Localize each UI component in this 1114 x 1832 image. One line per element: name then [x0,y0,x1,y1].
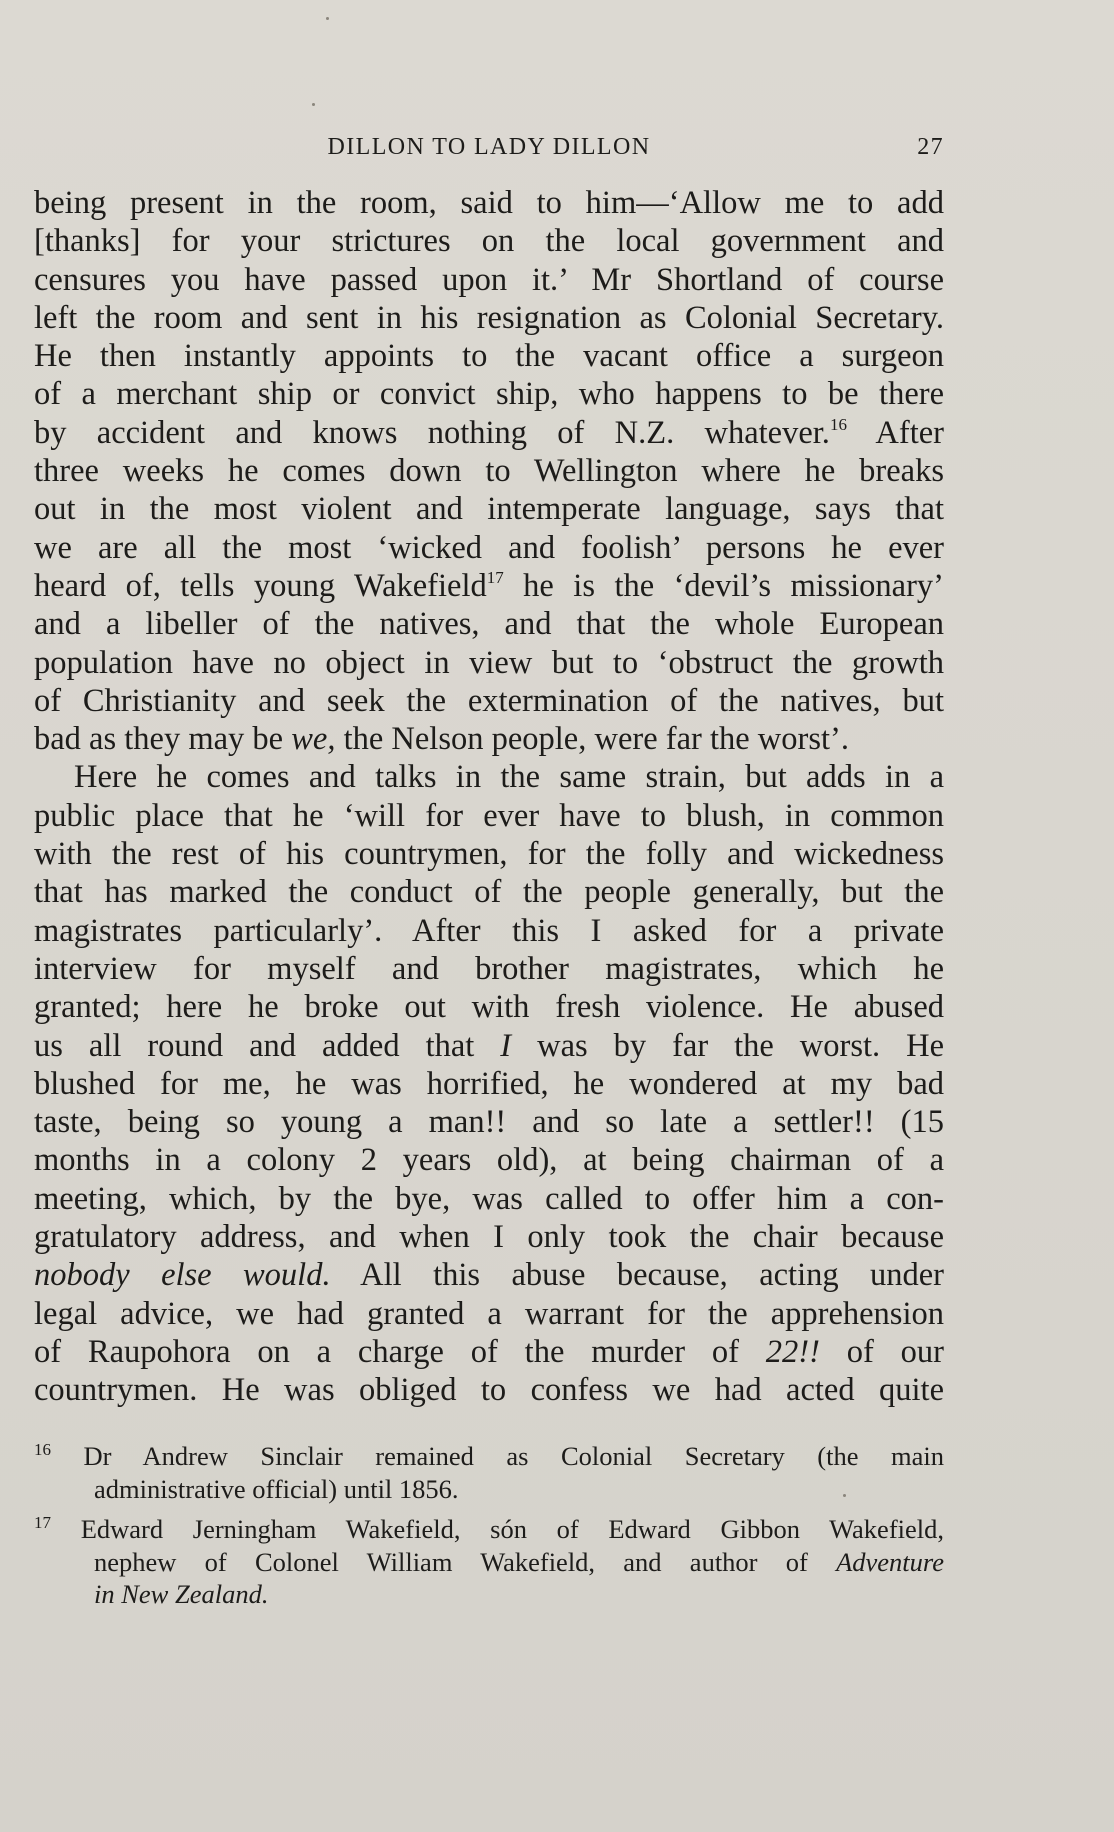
text-run: meeting, which, by the bye, was called to offer him a con- [34,1180,944,1217]
text-line [34,261,944,299]
text-run: public place that he ‘will for ever have to blush, in common [34,797,944,834]
text-run: of a merchant ship or convict ship, who happens to be there [34,376,944,413]
text-line [34,644,944,682]
text-run: Here he comes and talks in the same strain, but adds in a [74,759,944,796]
text-line [34,1027,944,1065]
text-line [34,912,944,950]
italic-text: nobody else would. [34,1257,331,1294]
page-speck [843,1494,846,1497]
text-line [34,1256,944,1294]
text-line [34,682,944,720]
text-run: legal advice, we had granted a warrant for the apprehension [34,1295,944,1332]
footnote-ref: 17 [486,567,504,587]
page-number: 27 [917,134,944,160]
text-line [34,797,944,835]
italic-text: in New Zealand. [94,1579,269,1609]
footnote-16 [34,1440,944,1505]
text-run: interview for myself and brother magistrates, which he [34,950,944,987]
text-line [34,1371,944,1409]
text-run: and a libeller of the natives, and that the whole European [34,606,944,643]
text-line [34,1218,944,1256]
text-line [34,1333,944,1371]
text-run: out in the most violent and intemperate language, says that [34,491,944,528]
text-run: three weeks he comes down to Wellington where he breaks [34,453,944,490]
text-run: After [846,414,944,451]
text-line [34,184,944,222]
text-run: that has marked the conduct of the people generally, but the [34,874,944,911]
footnote-17 [34,1513,944,1611]
text-run: being present in the room, said to him—‘Allow me to add [34,185,944,221]
text-run: months in a colony 2 years old), at being chairman of a [34,1142,944,1179]
italic-text: 22!! [765,1333,820,1370]
text-run: [thanks] for your strictures on the local government and [34,223,944,260]
text-run: with the rest of his countrymen, for the folly and wickedness [34,836,944,873]
italic-text: we, [291,721,336,758]
text-line [34,452,944,490]
text-run: the Nelson people, were far the worst’. [335,721,849,758]
text-run: Edward Jerningham Wakefield, són of Edward Gibbon Wakefield, [80,1514,945,1544]
text-run: He then instantly appoints to the vacant office a surgeon [34,338,944,375]
text-line [34,1141,944,1179]
text-run: of our [819,1333,944,1370]
page-speck [326,17,329,20]
footnote-line [34,1578,944,1611]
text-run: blushed for me, he was horrified, he wondered at my bad [34,1065,944,1102]
text-run: gratulatory address, and when I only took the chair because [34,1219,944,1256]
text-run: us all round and added that [34,1027,501,1064]
text-run: population have no object in view but to ‘obstruct the growth [34,644,944,681]
footnote-line [34,1513,944,1546]
text-run: he is the ‘devil’s missionary’ [503,567,944,604]
footnote-number: 16 [34,1440,51,1459]
text-run: nephew of Colonel William Wakefield, and author of [94,1546,837,1577]
text-line [34,567,944,605]
italic-text: Adventure [836,1546,944,1577]
page-speck [312,103,315,106]
text-line [34,988,944,1026]
text-line [34,414,944,452]
text-line [34,758,944,796]
text-run: taste, being so young a man!! and so late a settler!! (15 [34,1104,944,1141]
footnote-line [34,1473,944,1506]
text-line [34,299,944,337]
text-run: was by far the worst. He [511,1027,945,1064]
text-line [34,375,944,413]
italic-text: I [500,1027,512,1064]
text-line [34,222,944,260]
body-text [34,184,944,1410]
text-line [34,950,944,988]
text-run: administrative official) until 1856. [94,1473,459,1504]
text-run: granted; here he broke out with fresh violence. He abused [34,989,944,1026]
footnote-ref: 16 [829,414,847,434]
text-line [34,337,944,375]
text-line [34,1103,944,1141]
footnotes [34,1440,944,1619]
text-run: Dr Andrew Sinclair remained as Colonial Secretary (the main [83,1441,944,1471]
footnote-number: 17 [34,1513,51,1532]
text-run: censures you have passed upon it.’ Mr Shortland of course [34,261,944,298]
running-head-title: DILLON TO LADY DILLON [327,134,651,160]
text-line [34,720,944,758]
text-line [34,835,944,873]
footnote-line [34,1440,944,1473]
text-run: magistrates particularly’. After this I asked for a private [34,912,944,949]
text-run: left the room and sent in his resignation as Colonial Secretary. [34,299,944,336]
text-line [34,1065,944,1103]
text-line [34,873,944,911]
text-line [34,605,944,643]
text-run: countrymen. He was obliged to confess we had acted quite [34,1372,944,1409]
text-run: bad as they may be [34,721,292,758]
text-run: by accident and knows nothing of N.Z. whatever. [34,414,830,451]
text-run: heard of, tells young Wakefield [34,567,487,604]
text-run: of Raupohora on a charge of the murder of [34,1333,766,1370]
text-run: of Christianity and seek the extermination of the natives, but [34,682,944,719]
footnote-line [34,1546,944,1579]
text-line [34,529,944,567]
text-line [34,1180,944,1218]
text-run: All this abuse because, acting under [330,1257,944,1294]
text-line [34,1295,944,1333]
text-line [34,490,944,528]
text-run: we are all the most ‘wicked and foolish’ persons he ever [34,529,944,566]
